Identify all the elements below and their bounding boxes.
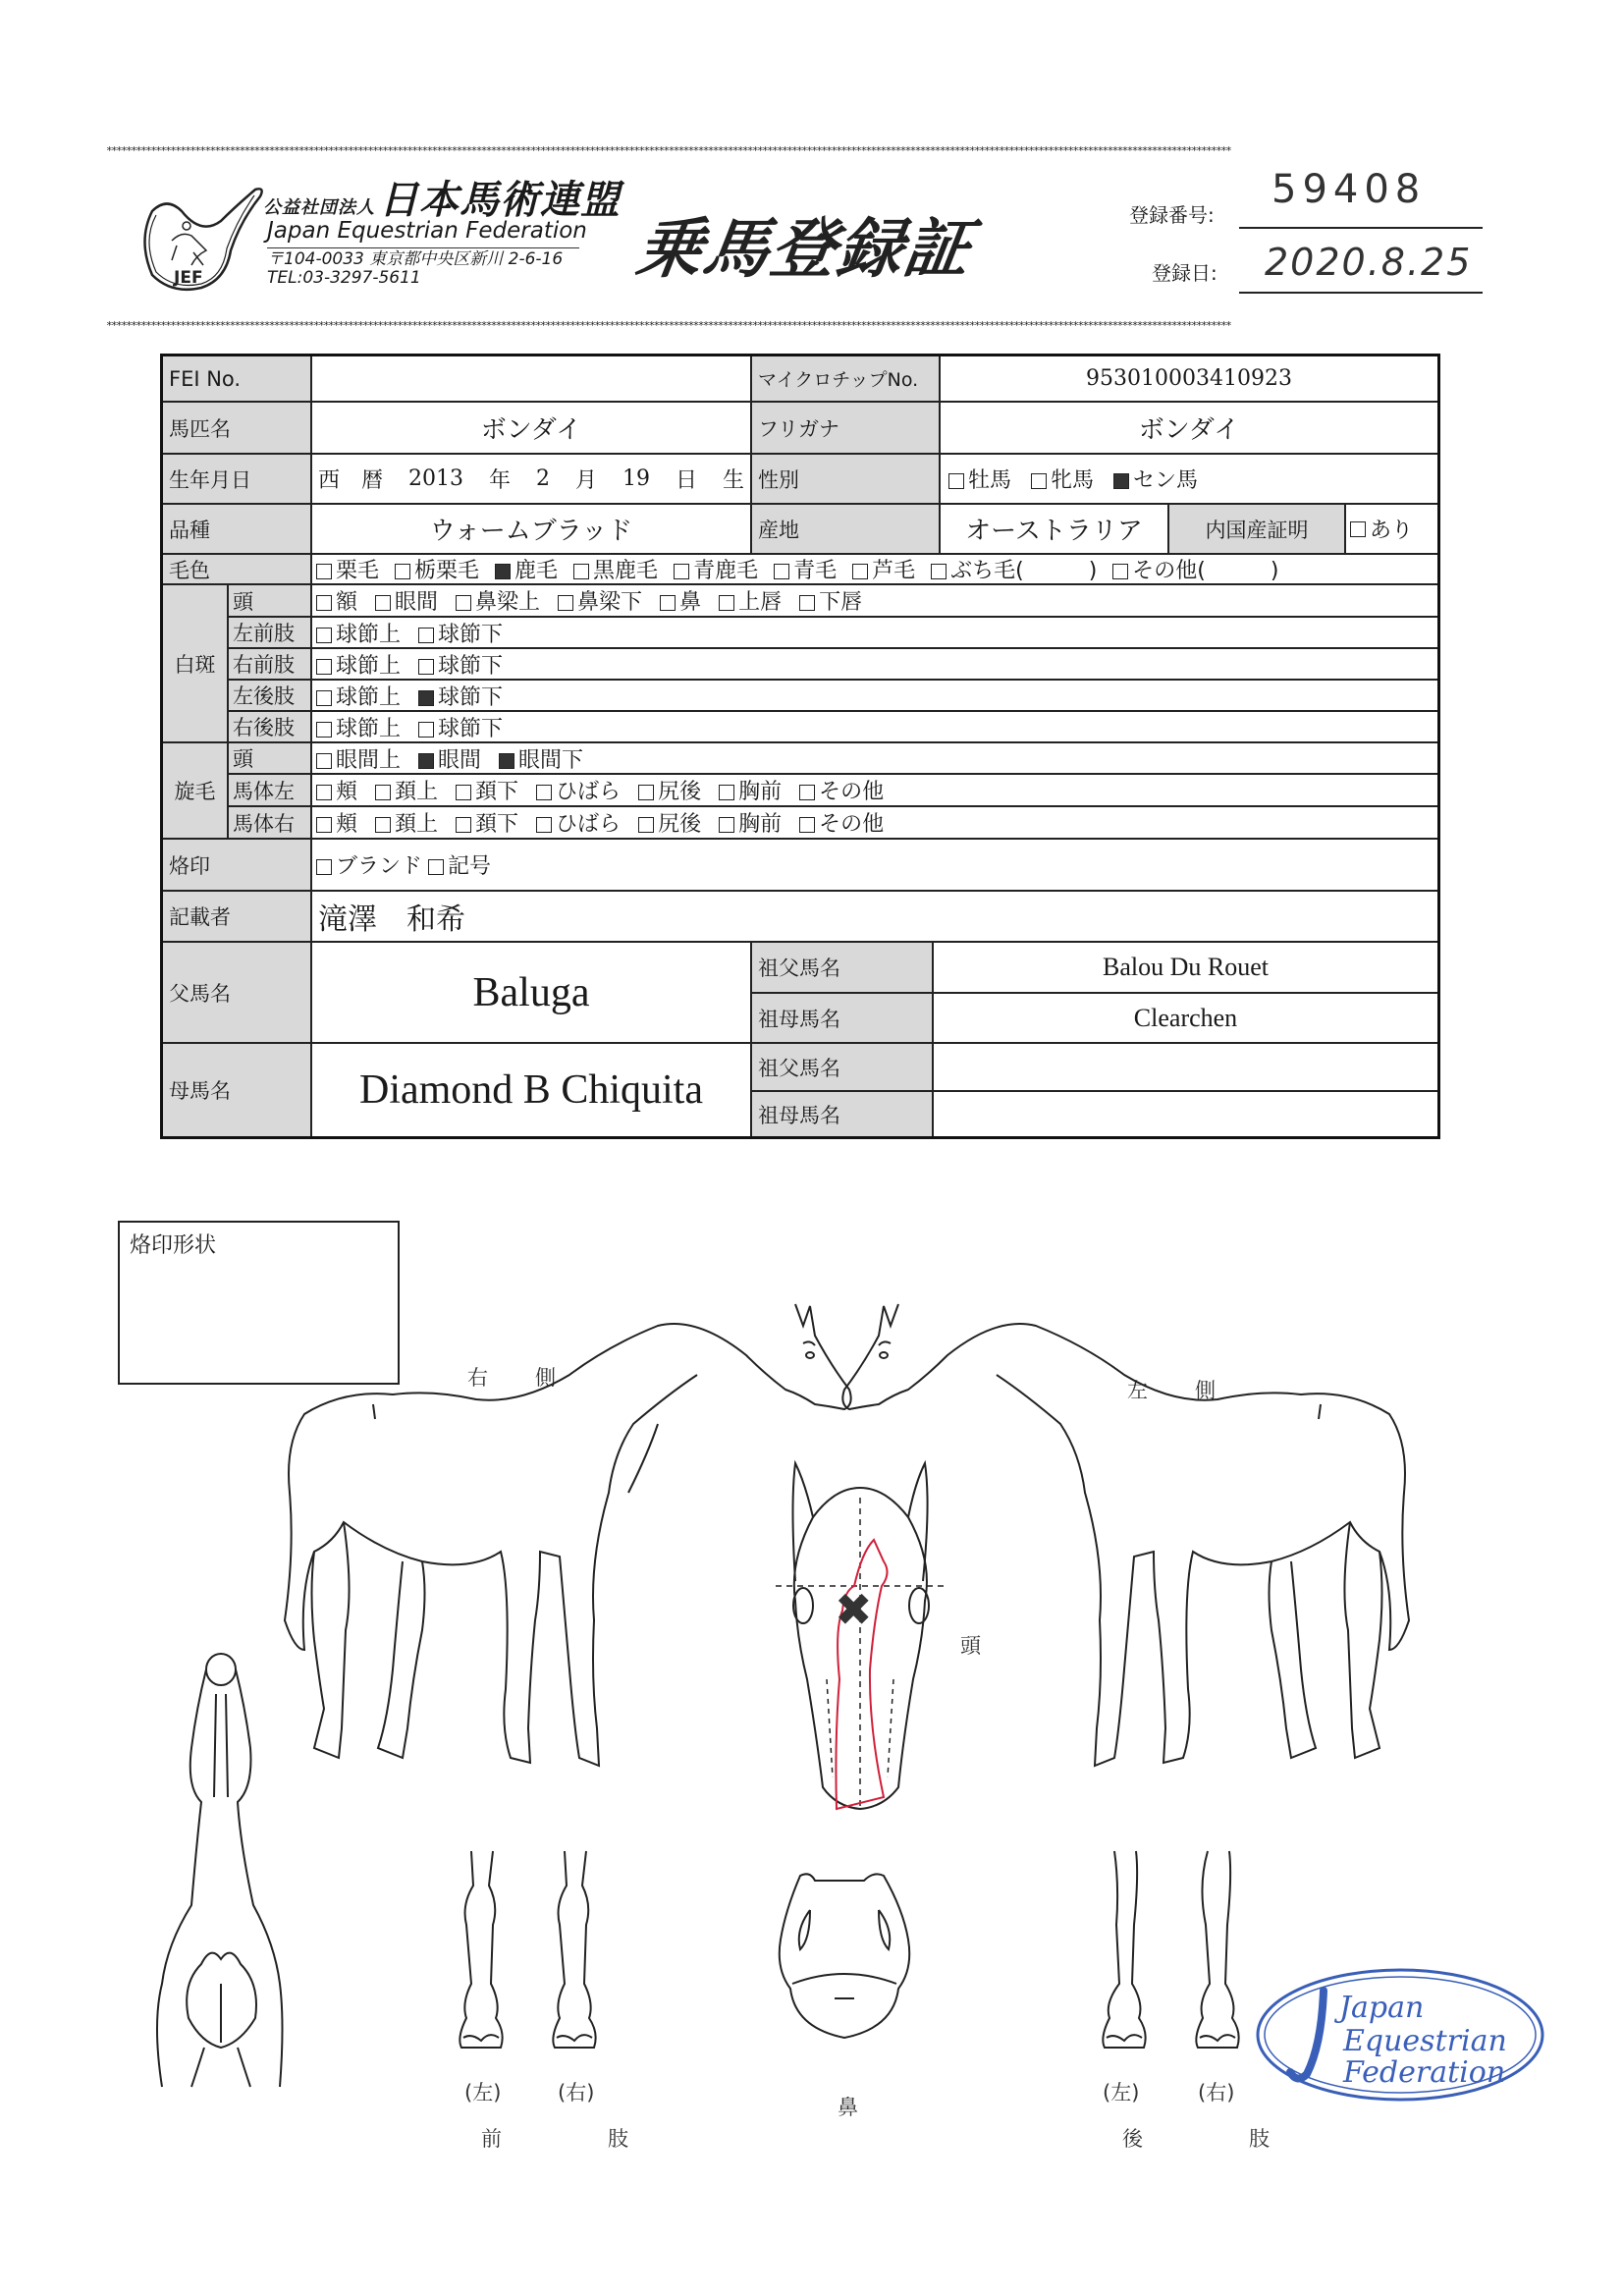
checkbox-unchecked[interactable]: [375, 595, 391, 611]
sex-option-stallion[interactable]: [947, 464, 1011, 494]
option-label: その他( ): [1132, 559, 1279, 583]
sub-row-options: [312, 807, 1437, 840]
option-label: ひばら: [556, 812, 622, 837]
dam-label: 母馬名: [163, 1044, 312, 1136]
sex-label: 性別: [752, 455, 941, 505]
hind-right-label: (右): [1198, 2081, 1235, 2105]
checkbox-unchecked[interactable]: [456, 595, 471, 611]
option-label: 青鹿毛: [693, 559, 759, 583]
option-label: 頚下: [475, 812, 519, 837]
breed-label: 品種: [163, 505, 312, 555]
front-right-leg-icon: [553, 1851, 595, 2048]
front-left-label: (左): [464, 2081, 502, 2105]
option-item[interactable]: [717, 807, 782, 838]
option-item[interactable]: [314, 807, 357, 838]
checkbox-unchecked[interactable]: [719, 817, 734, 833]
address-text: 〒104-0033 東京都中央区新川 2-6-16: [267, 249, 564, 269]
checkbox-unchecked[interactable]: [1112, 564, 1128, 579]
dam-grandsire-value: [934, 1044, 1437, 1092]
recorder-label: 記載者: [163, 892, 312, 943]
front-legs-diagram: [452, 1846, 628, 2057]
option-label: 尻後: [658, 812, 702, 837]
sub-row-label: 頭: [229, 585, 312, 618]
registration-form-table: [160, 354, 1440, 1139]
option-item[interactable]: [1110, 555, 1278, 584]
option-item[interactable]: [416, 712, 503, 742]
hind-legs-caption: 後 肢: [1122, 2127, 1291, 2151]
checkbox-unchecked[interactable]: [558, 595, 573, 611]
option-label: 頬: [336, 812, 358, 837]
option-item[interactable]: [556, 585, 642, 616]
option-label: その他: [819, 812, 885, 837]
checkbox-unchecked[interactable]: [456, 817, 471, 833]
breed-value: ウォームブラッド: [312, 505, 752, 555]
option-item[interactable]: [416, 649, 503, 680]
front-right-label: (右): [558, 2081, 595, 2105]
checkbox-unchecked[interactable]: [573, 564, 589, 579]
checkbox-unchecked[interactable]: [316, 817, 332, 833]
sub-row-options: [312, 681, 1437, 712]
checkbox-unchecked[interactable]: [799, 595, 815, 611]
hind-left-leg-icon: [1103, 1851, 1145, 2048]
sex-option-gelding[interactable]: [1111, 464, 1198, 494]
sire-value: Baluga: [312, 943, 752, 1044]
registration-number-underline: [1239, 227, 1483, 229]
option-label: 眼間上: [336, 747, 402, 773]
whorls-label: 旋毛: [163, 743, 229, 840]
recorder-value: 滝澤 和希: [312, 892, 1437, 943]
sire-grandsire-label: 祖父馬名: [752, 943, 934, 994]
tel-text: TEL:03-3297-5611: [267, 268, 421, 288]
option-item[interactable]: [454, 775, 518, 805]
option-item[interactable]: [454, 807, 518, 838]
checkbox-unchecked[interactable]: [316, 785, 332, 800]
option-item[interactable]: [534, 807, 621, 838]
checkbox-checked[interactable]: [499, 753, 514, 769]
option-item[interactable]: [717, 775, 782, 805]
registration-number: 59408: [1271, 167, 1427, 212]
svg-text:JEF: JEF: [174, 268, 203, 288]
option-item[interactable]: [416, 681, 503, 711]
separator-bottom: ************************************************************************************************************************************************************************************************************************************: [106, 320, 1231, 332]
sub-row-options: [312, 775, 1437, 807]
hind-legs-diagram: [1095, 1846, 1271, 2057]
option-label: 記号: [448, 854, 492, 879]
nose-label: 鼻: [838, 2096, 858, 2119]
option-item[interactable]: [314, 618, 401, 648]
checkbox-unchecked[interactable]: [852, 564, 868, 579]
option-item[interactable]: [314, 743, 401, 774]
domestic-cert-label: 内国産証明: [1169, 505, 1346, 555]
registration-number-label: 登録番号:: [1129, 203, 1215, 227]
birth-month: 2: [535, 466, 550, 491]
microchip-value: 953010003410923: [941, 356, 1437, 403]
sub-row-label: 馬体右: [229, 807, 312, 840]
option-label: 鼻梁下: [577, 590, 643, 615]
horse-top-view-diagram: [147, 1650, 295, 2102]
brand-option-brand[interactable]: [314, 849, 422, 880]
org-address: [267, 250, 563, 288]
checkbox-unchecked[interactable]: [316, 595, 332, 611]
sub-row-label: 右後肢: [229, 712, 312, 743]
checkbox-unchecked[interactable]: [316, 722, 332, 738]
option-label: 胸前: [738, 812, 783, 837]
sub-row-label: 左後肢: [229, 681, 312, 712]
option-label: 牡馬: [968, 468, 1012, 493]
option-label: 下唇: [819, 590, 863, 615]
option-item[interactable]: [416, 743, 481, 774]
birth-date-label: 生年月日: [163, 455, 312, 505]
birth-day-unit: 日: [675, 468, 697, 493]
svg-text:Equestrian: Equestrian: [1343, 2024, 1507, 2058]
option-label: その他: [819, 780, 885, 804]
checkbox-unchecked[interactable]: [316, 659, 332, 675]
furigana-label: フリガナ: [752, 403, 941, 455]
org-name: 日本馬術連盟: [379, 178, 621, 223]
checkbox-unchecked[interactable]: [395, 564, 410, 579]
option-item[interactable]: [571, 555, 658, 584]
fei-value: [312, 356, 752, 403]
sex-option-mare[interactable]: [1029, 464, 1094, 494]
option-label: ひばら: [556, 780, 622, 804]
checkbox-unchecked[interactable]: [638, 785, 654, 800]
registration-date-label: 登録日:: [1152, 261, 1217, 285]
checkbox-unchecked[interactable]: [799, 817, 815, 833]
whorl-mark-icon: ✖: [835, 1583, 873, 1636]
option-item[interactable]: [314, 649, 401, 680]
checkbox-unchecked[interactable]: [316, 690, 332, 706]
dam-value: Diamond B Chiquita: [312, 1044, 752, 1136]
checkbox-domestic-cert[interactable]: [1350, 521, 1366, 537]
checkbox-checked[interactable]: [418, 690, 434, 706]
option-label: 眼間: [395, 590, 439, 615]
checkbox-unchecked[interactable]: [674, 564, 689, 579]
birth-date-value: [312, 455, 752, 505]
checkbox-unchecked[interactable]: [375, 817, 391, 833]
dam-granddam-label: 祖母馬名: [752, 1092, 934, 1136]
checkbox-mare[interactable]: [1031, 473, 1047, 489]
option-item[interactable]: [314, 681, 401, 711]
left-side-label: 左 側: [1127, 1379, 1217, 1402]
sub-row-options: [312, 649, 1437, 681]
option-label: 球節下: [438, 684, 504, 710]
birth-era: 西 暦: [318, 468, 384, 493]
white-markings-label: 白斑: [163, 585, 229, 743]
microchip-label: マイクロチップNo.: [752, 356, 941, 403]
sub-row-options: [312, 712, 1437, 743]
option-label: 上唇: [738, 590, 783, 615]
option-item[interactable]: [493, 555, 558, 584]
option-label: 黒鹿毛: [593, 559, 659, 583]
option-item[interactable]: [314, 775, 357, 805]
option-label: 尻後: [658, 780, 702, 804]
sub-row-options: [312, 743, 1437, 775]
option-item[interactable]: [454, 585, 540, 616]
checkbox-checked[interactable]: [495, 564, 511, 579]
option-item[interactable]: [373, 585, 438, 616]
org-name-jp: [263, 169, 621, 225]
option-label: 球節下: [438, 716, 504, 741]
checkbox-unchecked[interactable]: [536, 785, 552, 800]
coat-color-label: 毛色: [163, 555, 312, 585]
checkbox-unchecked[interactable]: [316, 628, 332, 643]
org-prefix: 公益社団法人: [263, 197, 375, 218]
option-label: 牝馬: [1051, 468, 1095, 493]
jef-logo-icon: [133, 182, 265, 295]
birth-day: 19: [622, 466, 650, 491]
option-item[interactable]: [373, 775, 438, 805]
option-item[interactable]: [314, 555, 379, 584]
dam-grandsire-label: 祖父馬名: [752, 1044, 934, 1092]
origin-label: 産地: [752, 505, 941, 555]
horse-name-label: 馬匹名: [163, 403, 312, 455]
option-item[interactable]: [314, 712, 401, 742]
registration-date: 2020.8.25: [1265, 241, 1473, 284]
birth-year-unit: 年: [488, 468, 511, 493]
right-side-label: 右 側: [467, 1366, 558, 1390]
option-label: 眼間下: [518, 747, 584, 773]
option-label: ブランド: [336, 854, 423, 879]
front-legs-caption: 前 肢: [481, 2127, 650, 2151]
sub-row-options: [312, 618, 1437, 649]
option-item[interactable]: [717, 585, 782, 616]
option-item[interactable]: [797, 807, 884, 838]
brand-options: [312, 840, 1437, 892]
fei-label: FEI No.: [163, 356, 312, 403]
option-item[interactable]: [772, 555, 837, 584]
head-front-diagram: [776, 1444, 952, 1817]
checkbox-unchecked[interactable]: [638, 817, 654, 833]
hind-right-leg-icon: [1196, 1851, 1238, 2048]
option-label: 頚上: [395, 780, 439, 804]
brand-option-symbol[interactable]: [426, 849, 491, 880]
option-item[interactable]: [534, 775, 621, 805]
option-item[interactable]: [636, 775, 701, 805]
checkbox-stallion[interactable]: [948, 473, 964, 489]
horse-name-value: ボンダイ: [312, 403, 752, 455]
checkbox-unchecked[interactable]: [456, 785, 471, 800]
front-left-leg-icon: [460, 1851, 502, 2048]
svg-text:Japan: Japan: [1339, 1991, 1425, 2025]
coat-color-options: [312, 555, 1437, 585]
option-item[interactable]: [797, 585, 862, 616]
checkbox-unchecked[interactable]: [418, 628, 434, 643]
option-label: 球節上: [336, 684, 402, 710]
option-label: 鼻梁上: [475, 590, 541, 615]
option-label: 球節上: [336, 622, 402, 647]
svg-text:Federation: Federation: [1343, 2055, 1506, 2090]
registration-date-underline: [1239, 292, 1483, 294]
option-label: 鼻: [679, 590, 702, 615]
sire-label: 父馬名: [163, 943, 312, 1044]
option-label: あり: [1370, 519, 1414, 543]
option-label: ぶち毛( ): [950, 559, 1098, 583]
option-label: 球節上: [336, 653, 402, 679]
domestic-cert-option[interactable]: [1346, 505, 1437, 555]
checkbox-brand[interactable]: [316, 859, 332, 875]
option-label: 額: [336, 590, 358, 615]
checkbox-unchecked[interactable]: [660, 595, 676, 611]
checkbox-unchecked[interactable]: [316, 564, 332, 579]
sub-row-label: 馬体左: [229, 775, 312, 807]
hind-left-label: (左): [1103, 2081, 1140, 2105]
option-label: 頚上: [395, 812, 439, 837]
sire-granddam-label: 祖母馬名: [752, 994, 934, 1044]
birth-year: 2013: [408, 466, 463, 491]
option-item[interactable]: [672, 555, 758, 584]
origin-value: オーストラリア: [941, 505, 1169, 555]
birth-month-unit: 月: [574, 468, 597, 493]
sire-granddam-value: Clearchen: [934, 994, 1437, 1044]
option-label: 球節下: [438, 622, 504, 647]
sub-row-label: 左前肢: [229, 618, 312, 649]
option-item[interactable]: [797, 775, 884, 805]
checkbox-gelding-checked[interactable]: [1113, 473, 1129, 489]
option-label: 栃栗毛: [414, 559, 480, 583]
checkbox-unchecked[interactable]: [536, 817, 552, 833]
jef-stamp: [1253, 1966, 1547, 2104]
option-label: 頚下: [475, 780, 519, 804]
option-item[interactable]: [416, 618, 503, 648]
brand-shape-label: 烙印形状: [130, 1233, 217, 1258]
option-item[interactable]: [636, 807, 701, 838]
option-label: 球節下: [438, 653, 504, 679]
checkbox-symbol[interactable]: [428, 859, 444, 875]
checkbox-unchecked[interactable]: [719, 595, 734, 611]
head-label: 頭: [960, 1634, 981, 1658]
brand-label: 烙印: [163, 840, 312, 892]
nose-diagram: [771, 1871, 918, 2043]
option-label: 青毛: [793, 559, 838, 583]
option-label: 胸前: [738, 780, 783, 804]
option-label: 頬: [336, 780, 358, 804]
dam-granddam-value: [934, 1092, 1437, 1136]
option-item[interactable]: [314, 585, 357, 616]
option-label: セン馬: [1133, 468, 1199, 493]
checkbox-checked[interactable]: [418, 753, 434, 769]
option-item[interactable]: [658, 585, 701, 616]
separator-top: ************************************************************************************************************************************************************************************************************************************: [106, 145, 1231, 157]
option-label: 鹿毛: [514, 559, 559, 583]
sex-options: [941, 455, 1437, 505]
org-rule: [267, 247, 579, 248]
birth-suffix: 生: [722, 468, 744, 493]
checkbox-unchecked[interactable]: [719, 785, 734, 800]
checkbox-unchecked[interactable]: [418, 722, 434, 738]
option-item[interactable]: [393, 555, 479, 584]
checkbox-unchecked[interactable]: [774, 564, 789, 579]
checkbox-unchecked[interactable]: [316, 753, 332, 769]
option-label: 芦毛: [872, 559, 916, 583]
sub-row-options: [312, 585, 1437, 618]
option-label: 栗毛: [336, 559, 380, 583]
document-title: 乗馬登録証: [631, 211, 977, 287]
checkbox-unchecked[interactable]: [799, 785, 815, 800]
checkbox-unchecked[interactable]: [931, 564, 947, 579]
sub-row-label: 頭: [229, 743, 312, 775]
option-item[interactable]: [850, 555, 915, 584]
option-label: 球節上: [336, 716, 402, 741]
furigana-value: ボンダイ: [941, 403, 1437, 455]
option-item[interactable]: [929, 555, 1097, 584]
org-name-en: Japan Equestrian Federation: [267, 218, 587, 244]
checkbox-unchecked[interactable]: [375, 785, 391, 800]
checkbox-unchecked[interactable]: [418, 659, 434, 675]
sub-row-label: 右前肢: [229, 649, 312, 681]
option-item[interactable]: [497, 743, 583, 774]
option-item[interactable]: [373, 807, 438, 838]
sire-grandsire-value: Balou Du Rouet: [934, 943, 1437, 994]
option-label: 眼間: [438, 747, 482, 773]
